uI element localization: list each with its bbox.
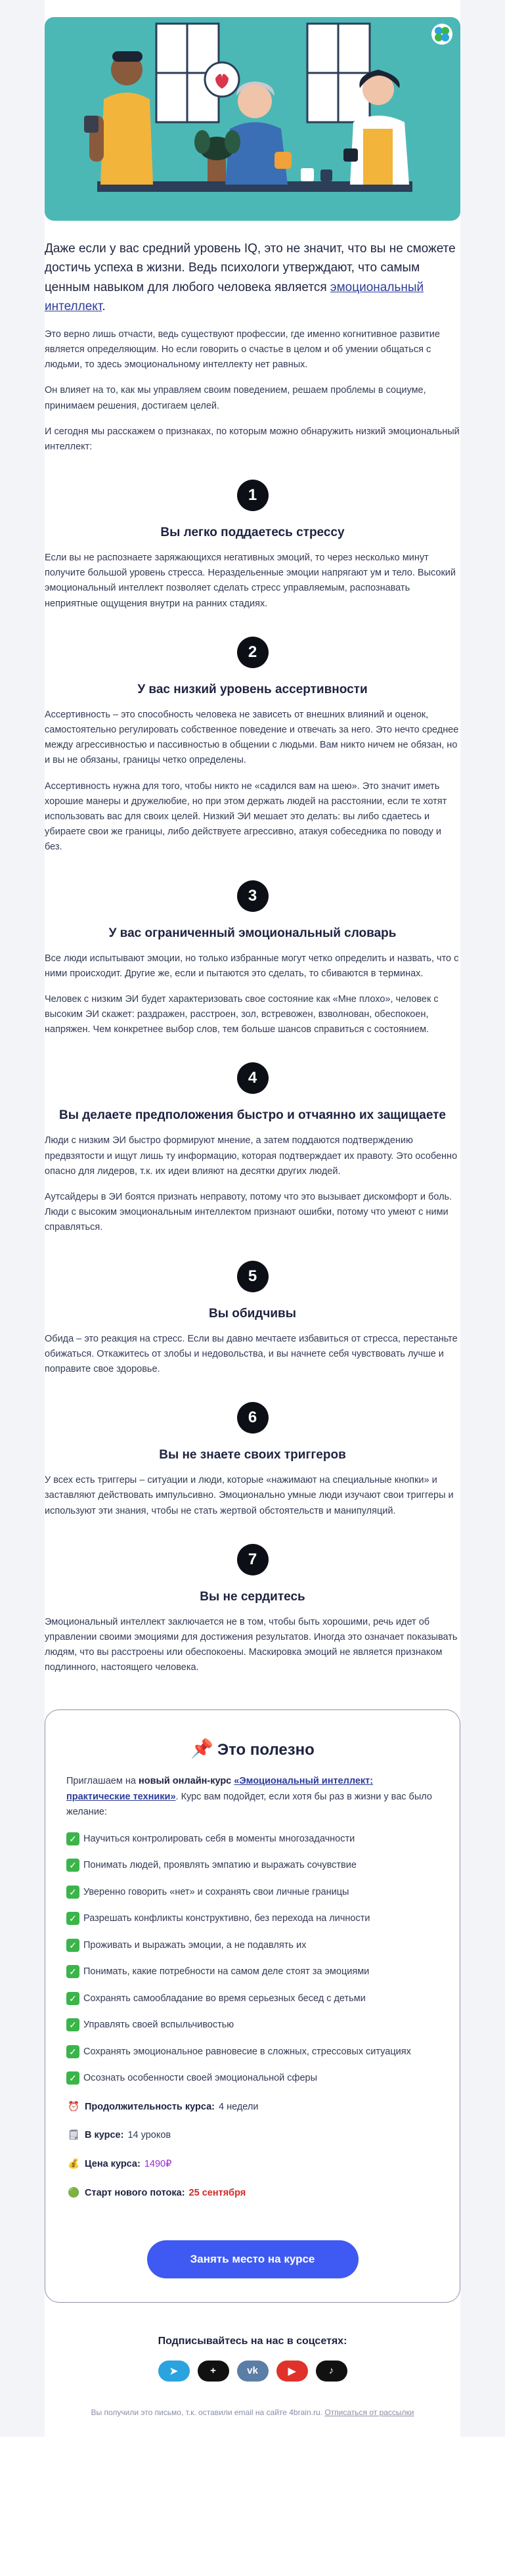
start-row [66, 2186, 439, 2201]
section-paragraph: Ассертивность – это способность человека не зависеть от внешних влияний и оценок, самостоятельно регулировать собственное поведение и отвечать за него. Это нечто среднее между агрессивностью и пассивностью в общении с людьми. Вам никто ничем не обязан, но и вы не обязаны, границы четко определены. [45, 709, 459, 766]
lessons-row [66, 2129, 439, 2143]
signs-list [45, 480, 460, 1675]
benefit-item [66, 1991, 439, 2006]
section-number-badge: 3 [237, 880, 269, 912]
content-container [45, 0, 460, 2437]
course-link[interactable]: «Эмоциональный интеллект: практические техники» [66, 1776, 374, 1802]
sign-section [45, 880, 460, 941]
social-links [45, 2361, 460, 2382]
vk-icon[interactable]: vk [237, 2361, 269, 2382]
youtube-icon[interactable]: ▶ [276, 2361, 308, 2382]
price-label: Цена курса: [85, 2159, 141, 2170]
checkmark-icon: ✓ [66, 1912, 79, 1925]
benefit-item [66, 2018, 439, 2032]
brand-logo-icon [430, 22, 454, 46]
section-paragraph: Обида – это реакция на стресс. Если вы давно мечтаете избавиться от стресса, перестаньте обижаться. Откажитесь от злобы и недовольства, и вы начнете себя чувствовать лучше и поправите свое здоровье. [45, 1333, 458, 1374]
benefit-item [66, 2071, 439, 2085]
price-row [66, 2158, 439, 2172]
checkmark-icon: ✓ [66, 1965, 79, 1978]
pushpin-icon: 📌 [190, 1738, 214, 1759]
benefit-text: Сохранять самообладание во время серьезных бесед с детьми [83, 1993, 366, 2004]
benefit-text: Научиться контролировать себя в моменты многозадачности [83, 1834, 355, 1844]
intro-paragraph-1: Это верно лишь отчасти, ведь существуют профессии, где именно когнитивное развитие является определяющим. Но если говорить о счастье в целом и об умении общаться с людьми, то здесь эмоциональному интеллекту нет равных. [45, 328, 440, 371]
social-title: Подписывайтесь на нас в соцсетях: [158, 2335, 347, 2347]
lessons-value: 14 уроков [127, 2130, 171, 2141]
checkmark-icon: ✓ [66, 2045, 79, 2058]
benefit-text: Понимать людей, проявлять эмпатию и выражать сочувствие [83, 1860, 357, 1871]
benefit-text: Разрешать конфликты конструктивно, без перехода на личности [83, 1913, 370, 1924]
people-with-coffee-illustration [45, 17, 460, 221]
intro-lead-text: Даже если у вас средний уровень IQ, это не значит, что вы не сможете достичь успеха в жизни. Ведь психологи утверждают, что самым ценным навыком для любого человека является [45, 242, 456, 294]
checkmark-icon: ✓ [66, 1832, 79, 1845]
green-circle-icon: 🟢 [67, 2187, 80, 2198]
section-title: У вас низкий уровень ассертивности [137, 682, 368, 696]
benefit-item [66, 1911, 439, 1926]
sign-section [45, 1544, 460, 1604]
intro-lead [45, 221, 460, 317]
section-number-badge: 1 [237, 480, 269, 511]
lessons-label: В курсе: [85, 2130, 124, 2141]
benefit-item [66, 1858, 439, 1872]
sign-section [45, 1261, 460, 1321]
tiktok-plus-icon[interactable]: + [198, 2361, 229, 2382]
checkmark-icon: ✓ [66, 1886, 79, 1899]
invite-pre: Приглашаем на [66, 1776, 136, 1787]
card-title [66, 1738, 439, 1759]
section-paragraph: Все люди испытывают эмоции, но только избранные могут четко определить и назвать, что с ними происходит. Другие же, если и пытаются это сделать, то сбиваются в терминах. [45, 953, 459, 979]
telegram-icon[interactable]: ➤ [158, 2361, 190, 2382]
intro-paragraph-3: И сегодня мы расскажем о признаках, по которым можно обнаружить низкий эмоциональный интеллект: [45, 426, 460, 452]
section-paragraph: Ассертивность нужна для того, чтобы никто не «садился вам на шею». Это значит иметь хорошие манеры и дружелюбие, но при этом держать людей на расстоянии, если те хотят использовать вас для своих целей. Низкий ЭИ мешает это делать: вы либо сдаетесь и убираете свои же границы, либо действуете агрессивно, атакуя собеседника по поводу и без. [45, 780, 447, 853]
section-number-badge: 2 [237, 637, 269, 668]
price-value: 1490₽ [144, 2159, 172, 2170]
intro-paragraph-2: Он влияет на то, как мы управляем своим поведением, решаем проблемы в социуме, принимаем решения, достигаем целей. [45, 385, 426, 411]
section-title: Вы не сердитесь [200, 1589, 305, 1604]
benefit-text: Уверенно говорить «нет» и сохранять свои личные границы [83, 1886, 349, 1897]
section-paragraph: Эмоциональный интеллект заключается не в том, чтобы быть хорошими, речь идет об управлении своими эмоциями для достижения результатов. Иногда это означает показывать людям, что вы расстроены или обеспокоены. Маскировка эмоций не является признаком подлинного, настоящего человека. [45, 1616, 458, 1673]
duration-value: 4 недели [219, 2101, 259, 2112]
sign-section [45, 480, 460, 540]
checkmark-icon: ✓ [66, 1992, 79, 2005]
section-paragraph: Аутсайдеры в ЭИ боятся признать неправоту, потому что это вызывает дискомфорт и боль. Люди с высоким эмоциональным интеллектом признают ошибки, потому что умеют с ними справляться. [45, 1192, 452, 1233]
hero-illustration [45, 17, 460, 221]
course-promo-card [45, 1709, 460, 2302]
checkmark-icon: ✓ [66, 2018, 79, 2031]
unsubscribe-link[interactable]: Отписаться от рассылки [324, 2407, 414, 2417]
section-title: Вы легко поддаетесь стрессу [160, 526, 345, 540]
checkmark-icon: ✓ [66, 1859, 79, 1872]
cta-wrap [66, 2240, 439, 2278]
sign-section [45, 637, 460, 697]
benefit-text: Понимать, какие потребности на самом деле стоят за эмоциями [83, 1966, 370, 1977]
start-label: Старт нового потока: [85, 2187, 185, 2198]
intro-lead-end: . [102, 300, 106, 314]
section-number-badge: 6 [237, 1402, 269, 1434]
sign-section [45, 1062, 460, 1123]
checkmark-icon: ✓ [66, 2071, 79, 2085]
duration-label: Продолжительность курса: [85, 2101, 215, 2112]
section-number-badge: 5 [237, 1261, 269, 1292]
footer-text: Вы получили это письмо, т.к. оставили email на сайте 4brain.ru. [91, 2407, 322, 2417]
benefit-item [66, 1938, 439, 1953]
emotional-intelligence-link[interactable]: эмоциональный интеллект [45, 280, 424, 314]
invite-post: . Курс вам подойдет, если хотя бы раз в жизни у вас было желание: [66, 1791, 432, 1817]
social-section [45, 2336, 460, 2382]
card-title-text: Это полезно [217, 1741, 315, 1759]
section-title: У вас ограниченный эмоциональный словарь [108, 926, 397, 940]
checkmark-icon: ✓ [66, 1939, 79, 1952]
section-number-badge: 4 [237, 1062, 269, 1094]
benefit-text: Управлять своей вспыльчивостью [83, 2020, 234, 2031]
invite-bold: новый онлайн-курс [138, 1776, 232, 1787]
duration-row [66, 2100, 439, 2115]
section-number-badge: 7 [237, 1544, 269, 1575]
section-paragraph: Человек с низким ЭИ будет характеризовать свое состояние как «Мне плохо», человек с высоким ЭИ скажет: раздражен, расстроен, зол, встревожен, взволнован, обеспокоен, напряжен. Чем конкретнее выбор слов, тем больше шансов справиться с состоянием. [45, 993, 439, 1035]
section-title: Вы обидчивы [209, 1306, 296, 1321]
benefit-text: Проживать и выражать эмоции, а не подавлять их [83, 1939, 307, 1951]
benefit-text: Сохранять эмоциональное равновесие в сложных, стрессовых ситуациях [83, 2046, 411, 2057]
tiktok-icon[interactable]: ♪ [316, 2361, 347, 2382]
benefits-list [66, 1832, 439, 2086]
benefit-text: Осознать особенности своей эмоциональной сферы [83, 2073, 318, 2084]
section-title: Вы делаете предположения быстро и отчаянно их защищаете [58, 1108, 447, 1123]
section-title: Вы не знаете своих триггеров [159, 1448, 346, 1462]
section-paragraph: У всех есть триггеры – ситуации и люди, которые «нажимают на специальные кнопки» и заставляют действовать импульсивно. Эмоционально умные люди изучают свои триггеры и используют эти знания, чтобы не стать жертвой обстоятельств и манипуляций. [45, 1475, 454, 1516]
memo-icon: 🗒 [67, 2130, 80, 2141]
enroll-button[interactable]: Занять место на курсе [147, 2240, 359, 2278]
alarm-clock-icon: ⏰ [67, 2101, 80, 2112]
card-invite [66, 1774, 439, 1820]
money-bag-icon: 💰 [67, 2159, 80, 2170]
sign-section [45, 1402, 460, 1462]
benefit-item [66, 2045, 439, 2059]
section-paragraph: Если вы не распознаете заряжающихся негативных эмоций, то через несколько минут получите большой уровень стресса. Нераздельенные эмоции напрягают ум и тело. Высокий эмоциональный интеллект позволяет сделать стресс управляемым, распознавать неприятные ощущения внутри на ранних стадиях. [45, 553, 456, 609]
benefit-item [66, 1964, 439, 1979]
benefit-item [66, 1885, 439, 1899]
footer [45, 2408, 460, 2417]
section-paragraph: Люди с низким ЭИ быстро формируют мнение, а затем поддаются подтверждению предвзятости и ищут лишь ту информацию, которая подтверждает их правоту. Это особенно опасно для лидеров, т.к. их идеи влияют на десятки других людей. [45, 1135, 458, 1177]
start-value: 25 сентября [188, 2187, 246, 2198]
benefit-item [66, 1832, 439, 1846]
